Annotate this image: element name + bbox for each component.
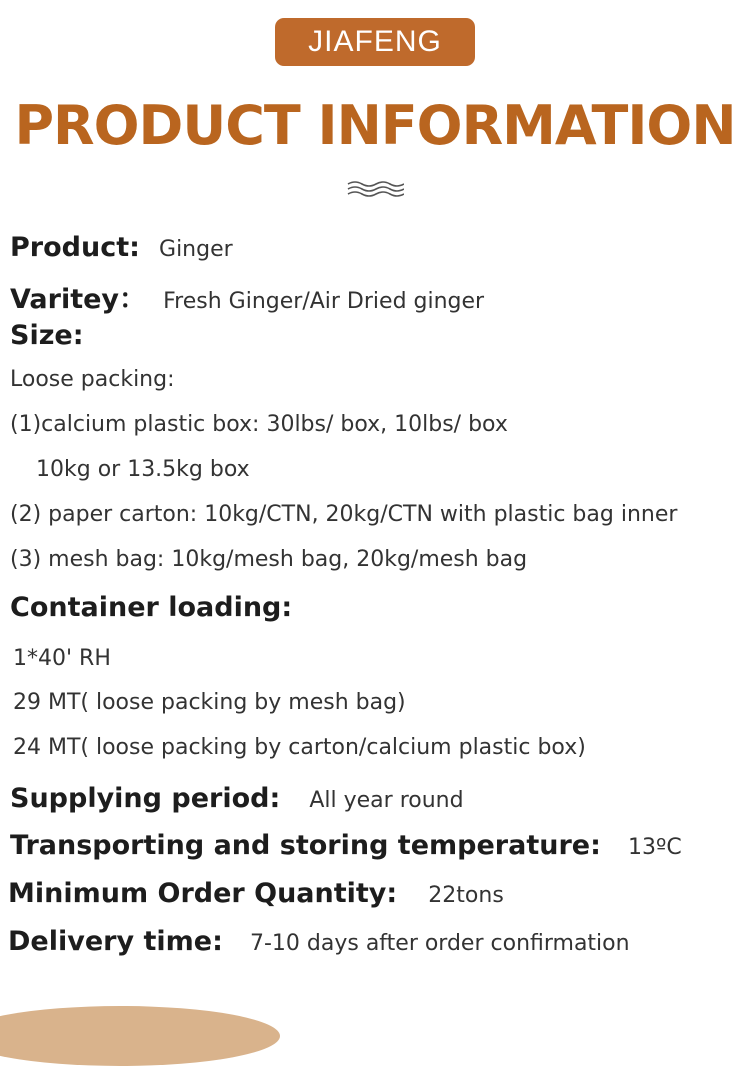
size-line: (1)calcium plastic box: 30lbs/ box, 10lbs/ box — [10, 412, 508, 437]
variety-value: Fresh Ginger/Air Dried ginger — [163, 289, 485, 314]
variety-label: Varitey： — [10, 284, 147, 315]
delivery-row — [8, 926, 630, 957]
wave-icon — [346, 179, 404, 199]
brand-badge: JIAFENG — [275, 18, 475, 66]
container-line: 1*40' RH — [13, 646, 111, 671]
supply-label: Supplying period: — [10, 783, 281, 814]
supply-value: All year round — [309, 788, 464, 813]
size-line: (3) mesh bag: 10kg/mesh bag, 20kg/mesh bag — [10, 547, 528, 572]
temperature-value: 13ºC — [627, 835, 682, 860]
product-row — [10, 232, 233, 263]
moq-value: 22tons — [428, 883, 504, 908]
temperature-label: Transporting and storing temperature: — [10, 830, 601, 861]
delivery-label: Delivery time: — [8, 926, 223, 957]
temperature-row — [10, 830, 682, 861]
size-label: Size: — [10, 320, 84, 351]
container-line: 24 MT( loose packing by carton/calcium plastic box) — [13, 735, 586, 760]
size-line: (2) paper carton: 10kg/CTN, 20kg/CTN with plastic bag inner — [10, 502, 678, 527]
container-line: 29 MT( loose packing by mesh bag) — [13, 690, 406, 715]
delivery-value: 7-10 days after order confirmation — [249, 931, 630, 956]
variety-row — [10, 277, 484, 316]
page-title: PRODUCT INFORMATION — [14, 94, 736, 157]
size-row — [10, 320, 84, 351]
moq-label: Minimum Order Quantity: — [8, 878, 398, 909]
size-line: 10kg or 13.5kg box — [36, 457, 250, 482]
size-line: Loose packing: — [10, 367, 175, 392]
product-value: Ginger — [159, 237, 233, 262]
moq-row — [8, 878, 504, 909]
container-row — [10, 592, 292, 623]
product-label: Product: — [10, 232, 140, 263]
decorative-arc — [0, 1006, 280, 1066]
supply-row — [10, 783, 464, 814]
container-label: Container loading: — [10, 592, 293, 623]
